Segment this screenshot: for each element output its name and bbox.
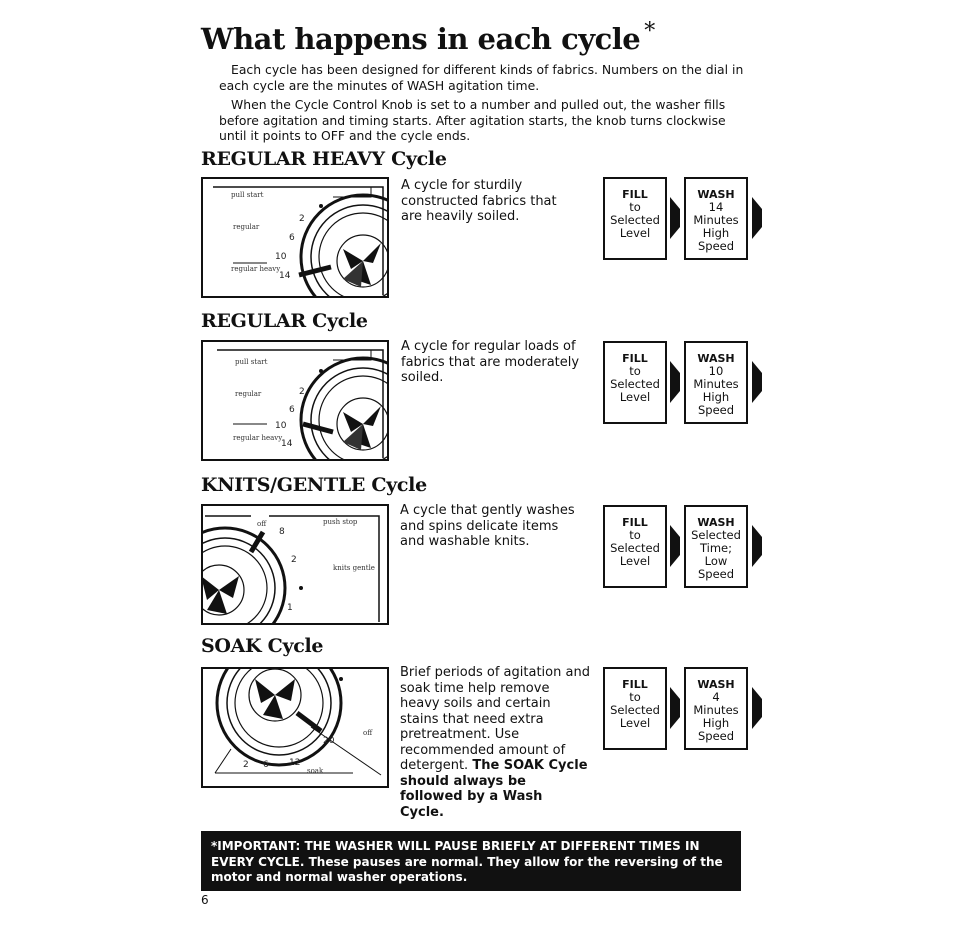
- dial-number: 14: [281, 439, 293, 449]
- wash-line: Speed: [697, 729, 735, 743]
- fill-heading: FILL: [622, 516, 648, 529]
- wash-line: 14: [708, 200, 724, 214]
- wash-line: Speed: [697, 239, 735, 253]
- wash-heading: WASH: [697, 516, 735, 529]
- page-number: 6: [201, 893, 209, 907]
- wash-line: Speed: [697, 403, 735, 417]
- regular-dial-illustration: [201, 340, 389, 461]
- soak-dial-illustration: [201, 667, 389, 788]
- wash-line: Minutes: [693, 377, 739, 391]
- fill-line: to: [629, 364, 641, 378]
- dial-number: 6: [289, 405, 295, 415]
- regular-fill-box: [603, 341, 667, 424]
- fill-line: to: [629, 690, 641, 704]
- arrow-right-icon: [752, 197, 762, 239]
- regular-wash-box: [684, 341, 748, 424]
- dial-number: 6: [289, 233, 295, 243]
- dial-number: 14: [279, 271, 291, 281]
- arrow-right-icon: [752, 525, 762, 567]
- dial-graphic: [203, 342, 387, 459]
- regular-heavy-heading: REGULAR HEAVY Cycle: [201, 148, 447, 170]
- arrow-right-icon: [670, 525, 680, 567]
- fill-line: to: [629, 200, 641, 214]
- wash-line: Low: [704, 554, 728, 568]
- dial-number: 10: [275, 252, 287, 262]
- soak-description-text: Brief periods of agitation and soak time help remove heavy soils and certain stains that need extra pretreatment. Use recommended amount of detergent.: [400, 665, 590, 773]
- dial-label-off: off: [363, 729, 373, 737]
- dial-number: 6: [263, 760, 269, 770]
- wash-line: Time;: [699, 541, 733, 555]
- wash-line: 4: [712, 690, 720, 704]
- soak-wash-box: [684, 667, 748, 750]
- wash-line: Selected: [691, 528, 741, 542]
- soak-heading: SOAK Cycle: [201, 635, 324, 657]
- dial-label-push-stop: push stop: [323, 518, 358, 526]
- soak-description-warning: The SOAK Cycle should always be followed by a Wash Cycle.: [400, 758, 588, 820]
- intro-paragraph-2: When the Cycle Control Knob is set to a number and pulled out, the washer fills before agitation and timing starts. After agitation starts, the knob turns clockwise until it points to OFF and the cycle ends.: [219, 97, 726, 143]
- wash-heading: WASH: [697, 352, 735, 365]
- arrow-right-icon: [670, 687, 680, 729]
- wash-line: 10: [708, 364, 724, 378]
- dial-label-soak: soak: [307, 767, 324, 775]
- fill-line: Selected: [610, 377, 660, 391]
- wash-line: High: [702, 390, 730, 404]
- important-notice: *IMPORTANT: THE WASHER WILL PAUSE BRIEFLY AT DIFFERENT TIMES IN EVERY CYCLE. These pauses are normal. They allow for the reversing of the motor and normal washer operations.: [201, 831, 741, 891]
- dial-label-regular: regular: [235, 390, 262, 398]
- dial-graphic: [203, 179, 387, 296]
- knits-gentle-fill-box: [603, 505, 667, 588]
- fill-line: Selected: [610, 703, 660, 717]
- wash-line: Minutes: [693, 703, 739, 717]
- dial-label-knits-gentle: knits gentle: [333, 564, 375, 572]
- fill-heading: FILL: [622, 678, 648, 691]
- dial-graphic: [203, 506, 387, 623]
- arrow-right-icon: [670, 197, 680, 239]
- regular-heavy-fill-box: [603, 177, 667, 260]
- dial-label-pull-start: pull start: [231, 191, 264, 199]
- dial-number: 10: [275, 421, 287, 431]
- dial-label-regular: regular: [233, 223, 260, 231]
- arrow-right-icon: [752, 361, 762, 403]
- dial-number: 12: [289, 758, 301, 768]
- fill-heading: FILL: [622, 188, 648, 201]
- wash-line: Speed: [697, 567, 735, 581]
- soak-fill-box: [603, 667, 667, 750]
- knits-gentle-heading: KNITS/GENTLE Cycle: [201, 474, 427, 496]
- dial-number: 1: [287, 603, 293, 613]
- dial-graphic: [203, 669, 387, 786]
- fill-line: Level: [619, 390, 651, 404]
- fill-line: to: [629, 528, 641, 542]
- fill-line: Level: [619, 554, 651, 568]
- arrow-right-icon: [670, 361, 680, 403]
- page-title-text: What happens in each cycle: [201, 22, 641, 56]
- dial-number: 2: [299, 214, 305, 224]
- dial-number: 8: [279, 527, 285, 537]
- footnote-mark: *: [644, 19, 655, 44]
- arrow-right-icon: [752, 687, 762, 729]
- fill-line: Selected: [610, 541, 660, 555]
- dial-label-pull-start: pull start: [235, 358, 268, 366]
- knits-gentle-wash-box: [684, 505, 748, 588]
- dial-number: 20: [323, 736, 335, 746]
- regular-heavy-wash-box: [684, 177, 748, 260]
- wash-heading: WASH: [697, 188, 735, 201]
- knits-gentle-dial-illustration: [201, 504, 389, 625]
- dial-label-off: off: [257, 520, 267, 528]
- regular-description: A cycle for regular loads of fabrics that are moderately soiled.: [401, 339, 580, 385]
- fill-line: Level: [619, 716, 651, 730]
- dial-number: 2: [243, 760, 249, 770]
- soak-description: [400, 665, 590, 820]
- fill-heading: FILL: [622, 352, 648, 365]
- fill-line: Selected: [610, 213, 660, 227]
- page-title: [201, 19, 655, 56]
- wash-line: High: [702, 226, 730, 240]
- regular-heading: REGULAR Cycle: [201, 310, 368, 332]
- dial-label-regular-heavy: regular heavy: [231, 265, 281, 273]
- intro-paragraph-1: Each cycle has been designed for different kinds of fabrics. Numbers on the dial in each cycle are the minutes of WASH agitation time.: [219, 62, 744, 93]
- wash-line: Minutes: [693, 213, 739, 227]
- fill-line: Level: [619, 226, 651, 240]
- regular-heavy-description: A cycle for sturdily constructed fabrics that are heavily soiled.: [401, 178, 557, 224]
- regular-heavy-dial-illustration: [201, 177, 389, 298]
- dial-number: 2: [299, 387, 305, 397]
- wash-heading: WASH: [697, 678, 735, 691]
- dial-number: 2: [291, 555, 297, 565]
- knits-gentle-description: A cycle that gently washes and spins delicate items and washable knits.: [400, 503, 575, 549]
- dial-label-regular-heavy: regular heavy: [233, 434, 283, 442]
- wash-line: High: [702, 716, 730, 730]
